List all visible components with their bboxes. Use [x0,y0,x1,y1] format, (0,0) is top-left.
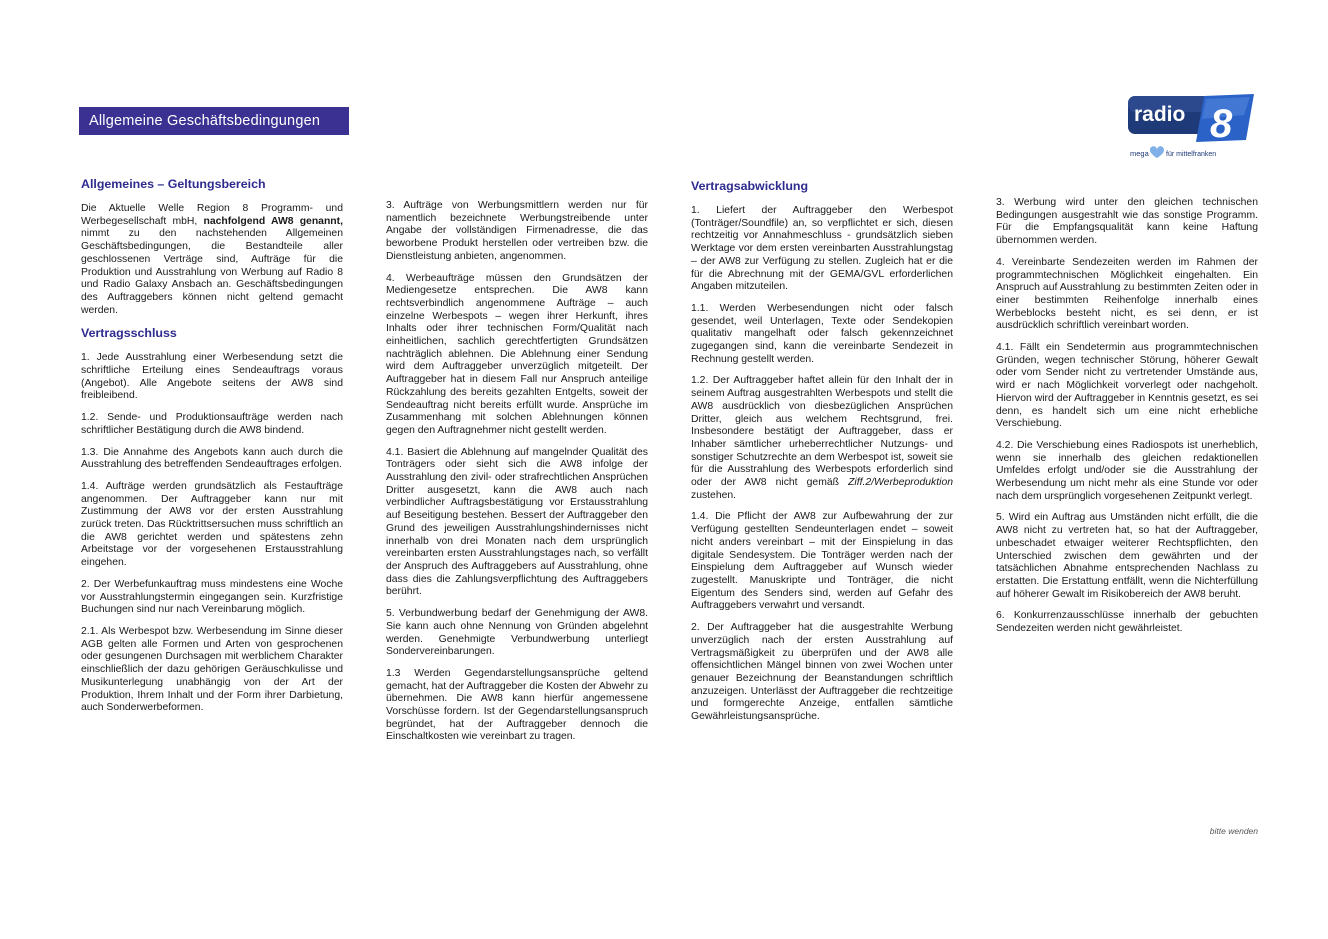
paragraph [691,375,953,502]
radio8-logo [1126,93,1258,161]
paragraph: 1. Liefert der Auftraggeber den Werbespot (Tonträger/Soundfile) an, so verpflichtet er sich, diesen rechtzeitig vor Annahmeschluss - grundsätzlich sieben Werktage vor dem ersten vereinbarten Ausstrahlungstag – der AW8 zur Verfügung zu stellen. Zugleich hat er die für die Abrechnung mit der GEMA/GVL erforderlichen Angaben mitzuteilen. [691,205,953,293]
footer-note: bitte wenden [1209,826,1258,836]
paragraph: 3. Aufträge von Werbungsmittlern werden nur für namentlich bezeichnete Werbungstreibende unter Angabe der vollständigen Firmenadresse, die das beworbene Produkt herstellen oder vertreiben bzw. die Dienstleistung anbieten, angenommen. [386,200,648,262]
paragraph: 1.3 Werden Gegendarstellungsansprüche geltend gemacht, hat der Auftraggeber die Kosten der Abwehr zu übernehmen. Die AW8 kann hierfür angemessene Vorschüsse fordern. Ist der Gegendarstellungsanspruch begründet, hat der Auftraggeber dennoch die Einschaltkosten wie vereinbart zu tragen. [386,667,648,743]
paragraph: 3. Werbung wird unter den gleichen technischen Bedingungen ausgestrahlt wie das sonstige Programm. Für die Empfangsqualität kann keine Haftung übernommen werden. [996,197,1258,247]
paragraph: 4.2. Die Verschiebung eines Radiospots ist unerheblich, wenn sie innerhalb des gleichen redaktionellen Umfeldes erfolgt und/oder sie die Ausstrahlung der Werbesendung um nicht mehr als eine Stunde vor oder nach dem ursprünglich vorgesehenen Zeitpunkt verlegt. [996,439,1258,502]
paragraph: 5. Verbundwerbung bedarf der Genehmigung der AW8. Sie kann auch ohne Nennung von Gründen abgelehnt werden. Genehmigte Verbundwerbung unterliegt Sondervereinbarungen. [386,608,648,658]
paragraph: 4. Werbeaufträge müssen den Grundsätzen der Mediengesetze entsprechen. Die AW8 kann rechtsverbindlich angenommene Aufträge – auch einzelne Werbespots – wegen ihrer Herkunft, ihres Inhalts oder ihrer technischen Form/Qualität nach einheitlichen, sachlich gerechtfertigten Grundsätzen nachträglich ablehnen. Die Ablehnung einer Sendung wird dem Auftraggeber unverzüglich mitgeteilt. Der Auftraggeber hat in diesem Fall nur Anspruch anteilige Rückzahlung des bereits gezahlten Entgelts, soweit der Sendeauftrag nicht bereits erfüllt wurde. Ansprüche im Zusammenhang mit solchen Ablehnungen können gegen den Auftragnehmer nicht gestellt werden. [386,272,648,436]
logo-word: radio [1134,103,1186,126]
paragraph: 1.1. Werden Werbesendungen nicht oder falsch gesendet, weil Unterlagen, Texte oder Sendekopien qualitativ mangelhaft oder falsch gekennzeichnet zugegangen sind, kann die vereinbarte Sendezeit in Rechnung gestellt werden. [691,302,953,365]
paragraph: 6. Konkurrenzausschlüsse innerhalb der gebuchten Sendezeiten werden nicht gewährleistet. [996,610,1258,635]
paragraph: 1.4. Die Pflicht der AW8 zur Aufbewahrung der zur Verfügung gestellten Sendeunterlagen endet – soweit nicht anders vereinbart – mit der Einspielung in das digitale Sendesystem. Die Tonträger werden nach der Einspielung dem Auftraggeber auf Wunsch wieder zugestellt. Manuskripte und Tonträger, die nicht Eigentum des Senders sind, werden auf Gefahr des Auftraggebers verwahrt und versandt. [691,511,953,612]
paragraph: 5. Wird ein Auftrag aus Umständen nicht erfüllt, die die AW8 nicht zu vertreten hat, so hat der Auftraggeber, unbeschadet etwaiger weiterer Rechtspflichten, den Unterschied zwischen dem gewährten und der tatsächlichen Abnahme entsprechenden Nachlass zu erstatten. Die Erstattung entfällt, wenn die Nichterfüllung auf höherer Gewalt im Risikobereich der AW8 beruht. [996,512,1258,600]
column-4 [996,197,1258,645]
page-title: Allgemeine Geschäftsbedingungen [89,113,321,129]
logo-digit: 8 [1210,102,1233,146]
paragraph: 1.3. Die Annahme des Angebots kann auch durch die Ausstrahlung des betreffenden Sendeauftrages erfolgen. [81,446,343,471]
column-3 [691,179,953,733]
column-2 [386,200,648,753]
text: Die Aktuelle Welle Region 8 Programm- und Werbegesellschaft mbH, [81,203,343,227]
text: zustehen. [691,489,737,501]
text: 1.2. Der Auftraggeber haftet allein für den Inhalt der in seinem Auftrag ausgestrahlten Werbespots und stellt die AW8 ausdrücklich von diesbezüglichen Ansprüchen Dritter, gleich aus welchem Rechtsgrund, frei. Insbesondere bestätigt der Auftraggeber, dass er Inhaber sämtlicher urheberrechtlicher Nutzungs- und sonstiger Schutzrechte an dem Werbespot ist, soweit sie für die Ausstrahlung des Werbespots erforderlich sind oder der AW8 nicht gemäß [691,375,953,489]
section-heading: Allgemeines – Geltungsbereich [81,177,266,191]
bold-text: nachfolgend AW8 genannt, [203,215,344,227]
paragraph: 1. Jede Ausstrahlung einer Werbesendung setzt die schriftliche Erteilung eines Sendeauftrags voraus (Angebot). Alle Angebote seitens der AW8 sind freibleibend. [81,352,343,402]
logo-slogan-right: für mittelfranken [1166,151,1217,158]
paragraph: 2.1. Als Werbespot bzw. Werbesendung im Sinne dieser AGB gelten alle Formen und Arten von gesprochenen oder gesungenen Durchsagen mit werblichem Charakter einschließlich der dazu gehörigen Geräuschkulisse und Musikunterlegung unabhängig von der Art der Produktion, Ihrem Inhalt und der Form ihrer Darbietung, auch Sonderwerbeformen. [81,625,343,714]
section-heading: Vertragsabwicklung [691,179,809,193]
text: nimmt zu den nachstehenden Allgemeinen Geschäftsbedingungen, die Bestandteile aller geschlossenen Verträge sind, Aufträge für die Produktion und Ausstrahlung von Werbung auf Radio 8 und Radio Galaxy Ansbach an. Geschäftsbedingungen des Auftraggebers können nicht geltend gemacht werden. [81,228,343,316]
paragraph: 4.1. Basiert die Ablehnung auf mangelnder Qualität des Tonträgers oder sieht sich die AW8 infolge der Ausstrahlung den zivil- oder strafrechtlichen Ansprüchen Dritter ausgesetzt, kann die AW8 auch nach verbindlicher Auftragsbestätigung vor Erstausstrahlung auf Beseitigung bestehen. Bessert der Auftraggeber den Grund des jeweiligen Ausstrahlungshindernisses nicht innerhalb von drei Monaten nach dem ursprünglich vereinbarten ersten Ausstrahlungstages nach, so verfällt der Anspruch des Auftraggebers auf Ausstrahlung, ohne dass dies die Zahlungsverpflichtung des Auftraggebers berührt. [386,446,648,598]
paragraph: 1.4. Aufträge werden grundsätzlich als Festaufträge angenommen. Der Auftraggeber kann nur mit Zustimmung der AW8 vor der ersten Ausstrahlung zurück treten. Das Rücktrittsersuchen muss schriftlich an die AW8 gerichtet werden und spätestens zehn Arbeitstage vor der vorgesehenen Erstausstrahlung eingehen. [81,480,343,569]
heart-icon [1150,146,1164,158]
section-heading: Vertragsschluss [81,326,177,341]
column-1 [81,177,343,724]
paragraph: 4.1. Fällt ein Sendetermin aus programmtechnischen Gründen, wegen technischer Störung, höherer Gewalt oder vom Sender nicht zu vertretender Umstände aus, wird er nach Möglichkeit vorverlegt oder nachgeholt. Hiervon wird der Auftraggeber in Kenntnis gesetzt, es sei denn, es handelt sich um eine nicht erhebliche Verschiebung. [996,342,1258,430]
paragraph: 1.2. Sende- und Produktionsaufträge werden nach schriftlicher Bestätigung durch die AW8 bindend. [81,412,343,436]
italic-text: Ziff.2/Werbeproduktion [848,477,953,489]
paragraph: 2. Der Auftraggeber hat die ausgestrahlte Werbung unverzüglich nach der ersten Ausstrahlung auf Vertragsmäßigkeit zu überprüfen und der AW8 alle offensichtlichen Mängel binnen von zwei Wochen unter genauer Bezeichnung der Beanstandungen schriftlich anzuzeigen. Unterlässt der Auftraggeber die rechtzeitige und formgerechte Anzeige, entfallen sämtliche Gewährleistungsansprüche. [691,622,953,723]
logo-slogan-left: mega [1130,149,1149,158]
paragraph: 2. Der Werbefunkauftrag muss mindestens eine Woche vor Ausstrahlungstermin eingegangen sein. Kurzfristige Buchungen sind nur nach Vereinbarung möglich. [81,578,343,616]
paragraph [81,203,343,317]
paragraph: 4. Vereinbarte Sendezeiten werden im Rahmen der programmtechnischen Möglichkeit eingehalten. Ein Anspruch auf Ausstrahlung zu bestimmten Zeiten oder in einer bestimmten Reihenfolge innerhalb eines Werbeblocks besteht nicht, es sei denn, er ist ausdrücklich schriftlich vereinbart worden. [996,256,1258,332]
page-title-banner [79,107,349,135]
